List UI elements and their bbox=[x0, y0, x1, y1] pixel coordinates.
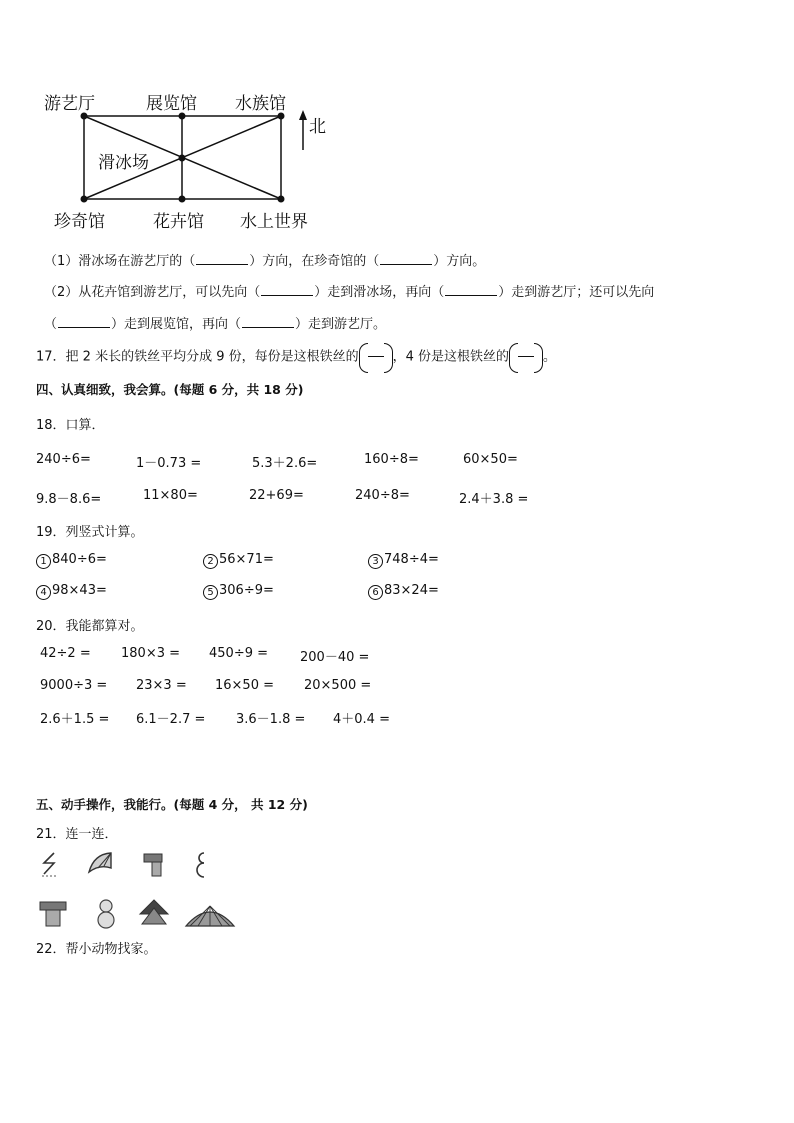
label-huabingchang: 滑冰场 bbox=[98, 153, 149, 173]
answer-blank[interactable] bbox=[58, 317, 110, 328]
calc-item: 6.1－2.7 = bbox=[136, 712, 206, 727]
tree-icon[interactable] bbox=[138, 898, 170, 928]
calc-item: 42÷2 = bbox=[40, 646, 91, 661]
calc-item: 200－40 = bbox=[300, 650, 370, 665]
q18-title: 18．口算． bbox=[36, 418, 105, 433]
label-shuishangshijie: 水上世界 bbox=[240, 212, 308, 232]
house-icon[interactable] bbox=[38, 898, 68, 928]
answer-blank[interactable] bbox=[261, 285, 313, 296]
answer-blank[interactable] bbox=[242, 317, 294, 328]
q19-item-2: 2 56×71= bbox=[203, 552, 274, 569]
calc-item: 9000÷3 = bbox=[40, 678, 108, 693]
fraction-blank[interactable] bbox=[359, 343, 393, 371]
map-lines bbox=[0, 0, 340, 240]
half-umbrella-icon[interactable] bbox=[86, 850, 114, 878]
umbrella-icon[interactable] bbox=[184, 902, 236, 930]
calc-item: 5.3＋2.6= bbox=[252, 456, 318, 471]
snowman-icon[interactable] bbox=[94, 898, 118, 930]
label-shuizuguan: 水族馆 bbox=[235, 94, 286, 114]
label-north: 北 bbox=[309, 117, 326, 137]
calc-item: 240÷8= bbox=[355, 488, 410, 503]
half-snowman-icon[interactable] bbox=[192, 850, 210, 878]
calc-item: 16×50 = bbox=[215, 678, 275, 693]
q22-title: 22．帮小动物找家。 bbox=[36, 942, 157, 957]
half-house-icon[interactable] bbox=[142, 850, 164, 878]
calc-item: 450÷9 = bbox=[209, 646, 269, 661]
label-zhanlanguan: 展览馆 bbox=[146, 94, 197, 114]
q20-title: 20．我能都算对。 bbox=[36, 619, 144, 634]
fraction-blank[interactable] bbox=[509, 343, 543, 371]
q21-title: 21．连一连． bbox=[36, 827, 118, 842]
q16-part1: （1）滑冰场在游艺厅的（ ）方向，在珍奇馆的（ ）方向。 bbox=[44, 254, 486, 269]
calc-item: 11×80= bbox=[143, 488, 198, 503]
section-4-title: 四、认真细致，我会算。(每题 6 分，共 18 分) bbox=[36, 382, 304, 397]
answer-blank[interactable] bbox=[196, 254, 248, 265]
q17: 17．把 2 米长的铁丝平均分成 9 份，每份是这根铁丝的 ，4 份是这根铁丝的 。 bbox=[36, 343, 556, 371]
label-huahuiguan: 花卉馆 bbox=[153, 212, 204, 232]
half-image-zigzag-icon[interactable] bbox=[38, 850, 60, 878]
calc-item: 22+69= bbox=[249, 488, 304, 503]
q16-part2: （2）从花卉馆到游艺厅，可以先向（ ）走到滑冰场，再向（ ）走到游艺厅；还可以先向 bbox=[44, 285, 655, 300]
calc-item: 3.6－1.8 = bbox=[236, 712, 306, 727]
calc-item: 240÷6= bbox=[36, 452, 91, 467]
section-5-title: 五、动手操作，我能行。(每题 4 分， 共 12 分) bbox=[36, 797, 308, 812]
calc-item: 23×3 = bbox=[136, 678, 187, 693]
calc-item: 2.6＋1.5 = bbox=[40, 712, 110, 727]
calc-item: 180×3 = bbox=[121, 646, 181, 661]
q19-item-5: 5 306÷9= bbox=[203, 583, 274, 600]
answer-blank[interactable] bbox=[380, 254, 432, 265]
calc-item: 160÷8= bbox=[364, 452, 419, 467]
q19-item-6: 6 83×24= bbox=[368, 583, 439, 600]
q19-item-3: 3 748÷4= bbox=[368, 552, 439, 569]
north-arrow-head bbox=[299, 110, 307, 120]
calc-item: 4＋0.4 = bbox=[333, 712, 390, 727]
q16-part3: （ ）走到展览馆，再向（ ）走到游艺厅。 bbox=[44, 317, 387, 332]
calc-item: 9.8－8.6= bbox=[36, 492, 102, 507]
calc-item: 1－0.73 = bbox=[136, 456, 202, 471]
label-zhenqiguan: 珍奇馆 bbox=[54, 212, 105, 232]
q19-item-4: 4 98×43= bbox=[36, 583, 107, 600]
label-youyiting: 游艺厅 bbox=[44, 94, 95, 114]
q19-item-1: 1 840÷6= bbox=[36, 552, 107, 569]
calc-item: 2.4＋3.8 = bbox=[459, 492, 529, 507]
answer-blank[interactable] bbox=[445, 285, 497, 296]
calc-item: 60×50= bbox=[463, 452, 518, 467]
calc-item: 20×500 = bbox=[304, 678, 372, 693]
q19-title: 19．列竖式计算。 bbox=[36, 525, 144, 540]
